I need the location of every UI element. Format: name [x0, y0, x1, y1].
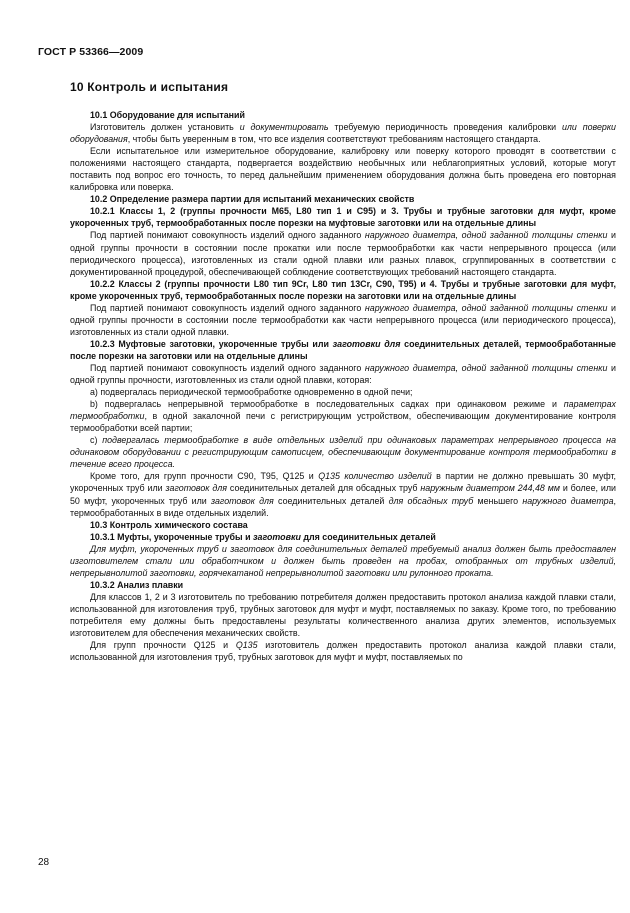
paragraph: Кроме того, для групп прочности С90, Т95, Q125 и Q135 количество изделий в партии не должно превышать 30 муфт, укороченных труб или заготовок для соединительных деталей для обсадных труб наружным диаметром 244,48 мм и более, или 50 муфт, укороченных труб или заготовок для соединительных деталей для обсадных труб меньшего наружного диаметра, термообработанных в виде отдельных изделий. [70, 471, 617, 518]
clause-heading: 10.2.3 Муфтовые заготовки, укороченные трубы или заготовки для соединительных деталей, термообработанные после порезки на заготовки или на отдельные длины [70, 338, 616, 361]
paragraph: Для классов 1, 2 и 3 изготовитель по требованию потребителя должен предоставить протокол анализа каждой плавки стали, использованной для изготовления труб, трубных заготовок для муфт и муфт, поставляемых по заказу. Кроме того, по требованию потребителя ему должны быть предоставлены результаты количественного анализа других элементов, используемых изготовителем для обеспечения механических свойств. [70, 591, 616, 639]
standard-header: ГОСТ Р 53366—2009 [38, 46, 144, 58]
clause-heading: 10.3.2 Анализ плавки [90, 579, 184, 590]
clause-heading: 10.3 Контроль химического состава [90, 519, 248, 530]
paragraph: Если испытательное или измерительное оборудование, калибровку или поверку которого проводят в соответствии с положениями настоящего стандарта, подвергается воздействию необычных или неблагоприятных условий, которые могут поставить под вопрос его точность, то перед дальнейшим применением оборудования должна быть проведена его повторная калибровка или поверка. [70, 146, 616, 193]
clause-heading: 10.3.1 Муфты, укороченные трубы и заготовки для соединительных деталей [90, 531, 436, 542]
paragraph: c) подвергалась термообработке в виде отдельных изделий при одинаковых параметрах непрерывного процесса на одинаковом оборудовании с регистрирующим самописцем, обеспечивающим документирование контроля термообработки в течение всего процесса. [70, 435, 617, 470]
page-number: 28 [38, 857, 50, 868]
paragraph: Под партией понимают совокупность изделий одного заданного наружного диаметра, одной заданной толщины стенки и одной группы прочности, изготовленных из стали одной плавки, которая: [70, 362, 616, 386]
paragraph: Для групп прочности Q125 и Q135 изготовитель должен предоставить протокол анализа каждой плавки стали, использованной для изготовления труб, трубных заготовок для муфт и муфт, поставляемых по [70, 640, 616, 663]
paragraph: Под партией понимают совокупность изделий одного заданного наружного диаметра, одной заданной толщины стенки и одной группы прочности в состоянии после термообработки как части непрерывного процесса (или периодического процесса), изготовленных из стали одной плавки. [70, 302, 616, 337]
clause-heading: 10.1 Оборудование для испытаний [90, 110, 245, 120]
document-body [70, 109, 616, 663]
paragraph: а) подвергалась периодической термообработке одновременно в одной печи; [90, 387, 413, 398]
clause-heading: 10.2 Определение размера партии для испытаний механических свойств [90, 194, 415, 205]
paragraph: b) подвергалась непрерывной термообработке в последовательных садках при одинаковом режиме и параметрах термообработки, в одной закалочной печи с регистрирующим устройством, обеспечивающим документирование контроля термообработки всей партии; [70, 399, 616, 434]
section-title: 10 Контроль и испытания [70, 80, 229, 94]
paragraph: Для муфт, укороченных труб и заготовок для соединительных деталей требуемый анализ должен быть предоставлен изготовителем стали или обработчиком и должен быть проведен на пробах, отобранных от трубных изделий, непрерывнолитой заготовки, горячекатаной непрерывнолитой заготовки или рулонного проката. [70, 543, 616, 578]
clause-heading: 10.2.1 Классы 1, 2 (группы прочности М65, L80 тип 1 и С95) и 3. Трубы и трубные заготовки для муфт, кроме укороченных труб, термообработанных после порезки на муфтовые заготовки или на отдельные длины [70, 206, 616, 229]
clause-heading: 10.2.2 Классы 2 (группы прочности L80 тип 9Cr, L80 тип 13Cr, С90, Т95) и 4. Трубы и трубные заготовки для муфт, кроме укороченных труб, термообработанных после порезки на заготовки или на отдельные длины [70, 278, 616, 301]
paragraph: Изготовитель должен установить и документировать требуемую периодичность проведения калибровки или поверки оборудования, чтобы быть уверенным в том, что все изделия соответствуют требованиям настоящего стандарта. [70, 122, 616, 145]
paragraph: Под партией понимают совокупность изделий одного заданного наружного диаметра, одной заданной толщины стенки и одной группы прочности в состоянии после прокатки или после термообработки как части непрерывного процесса (или периодического процесса), изготовленных из стали одной плавки или разных плавок, сгруппированных в соответствии с документированной процедурой, обеспечивающей соблюдение соответствующих требований настоящего стандарта. [70, 230, 616, 277]
